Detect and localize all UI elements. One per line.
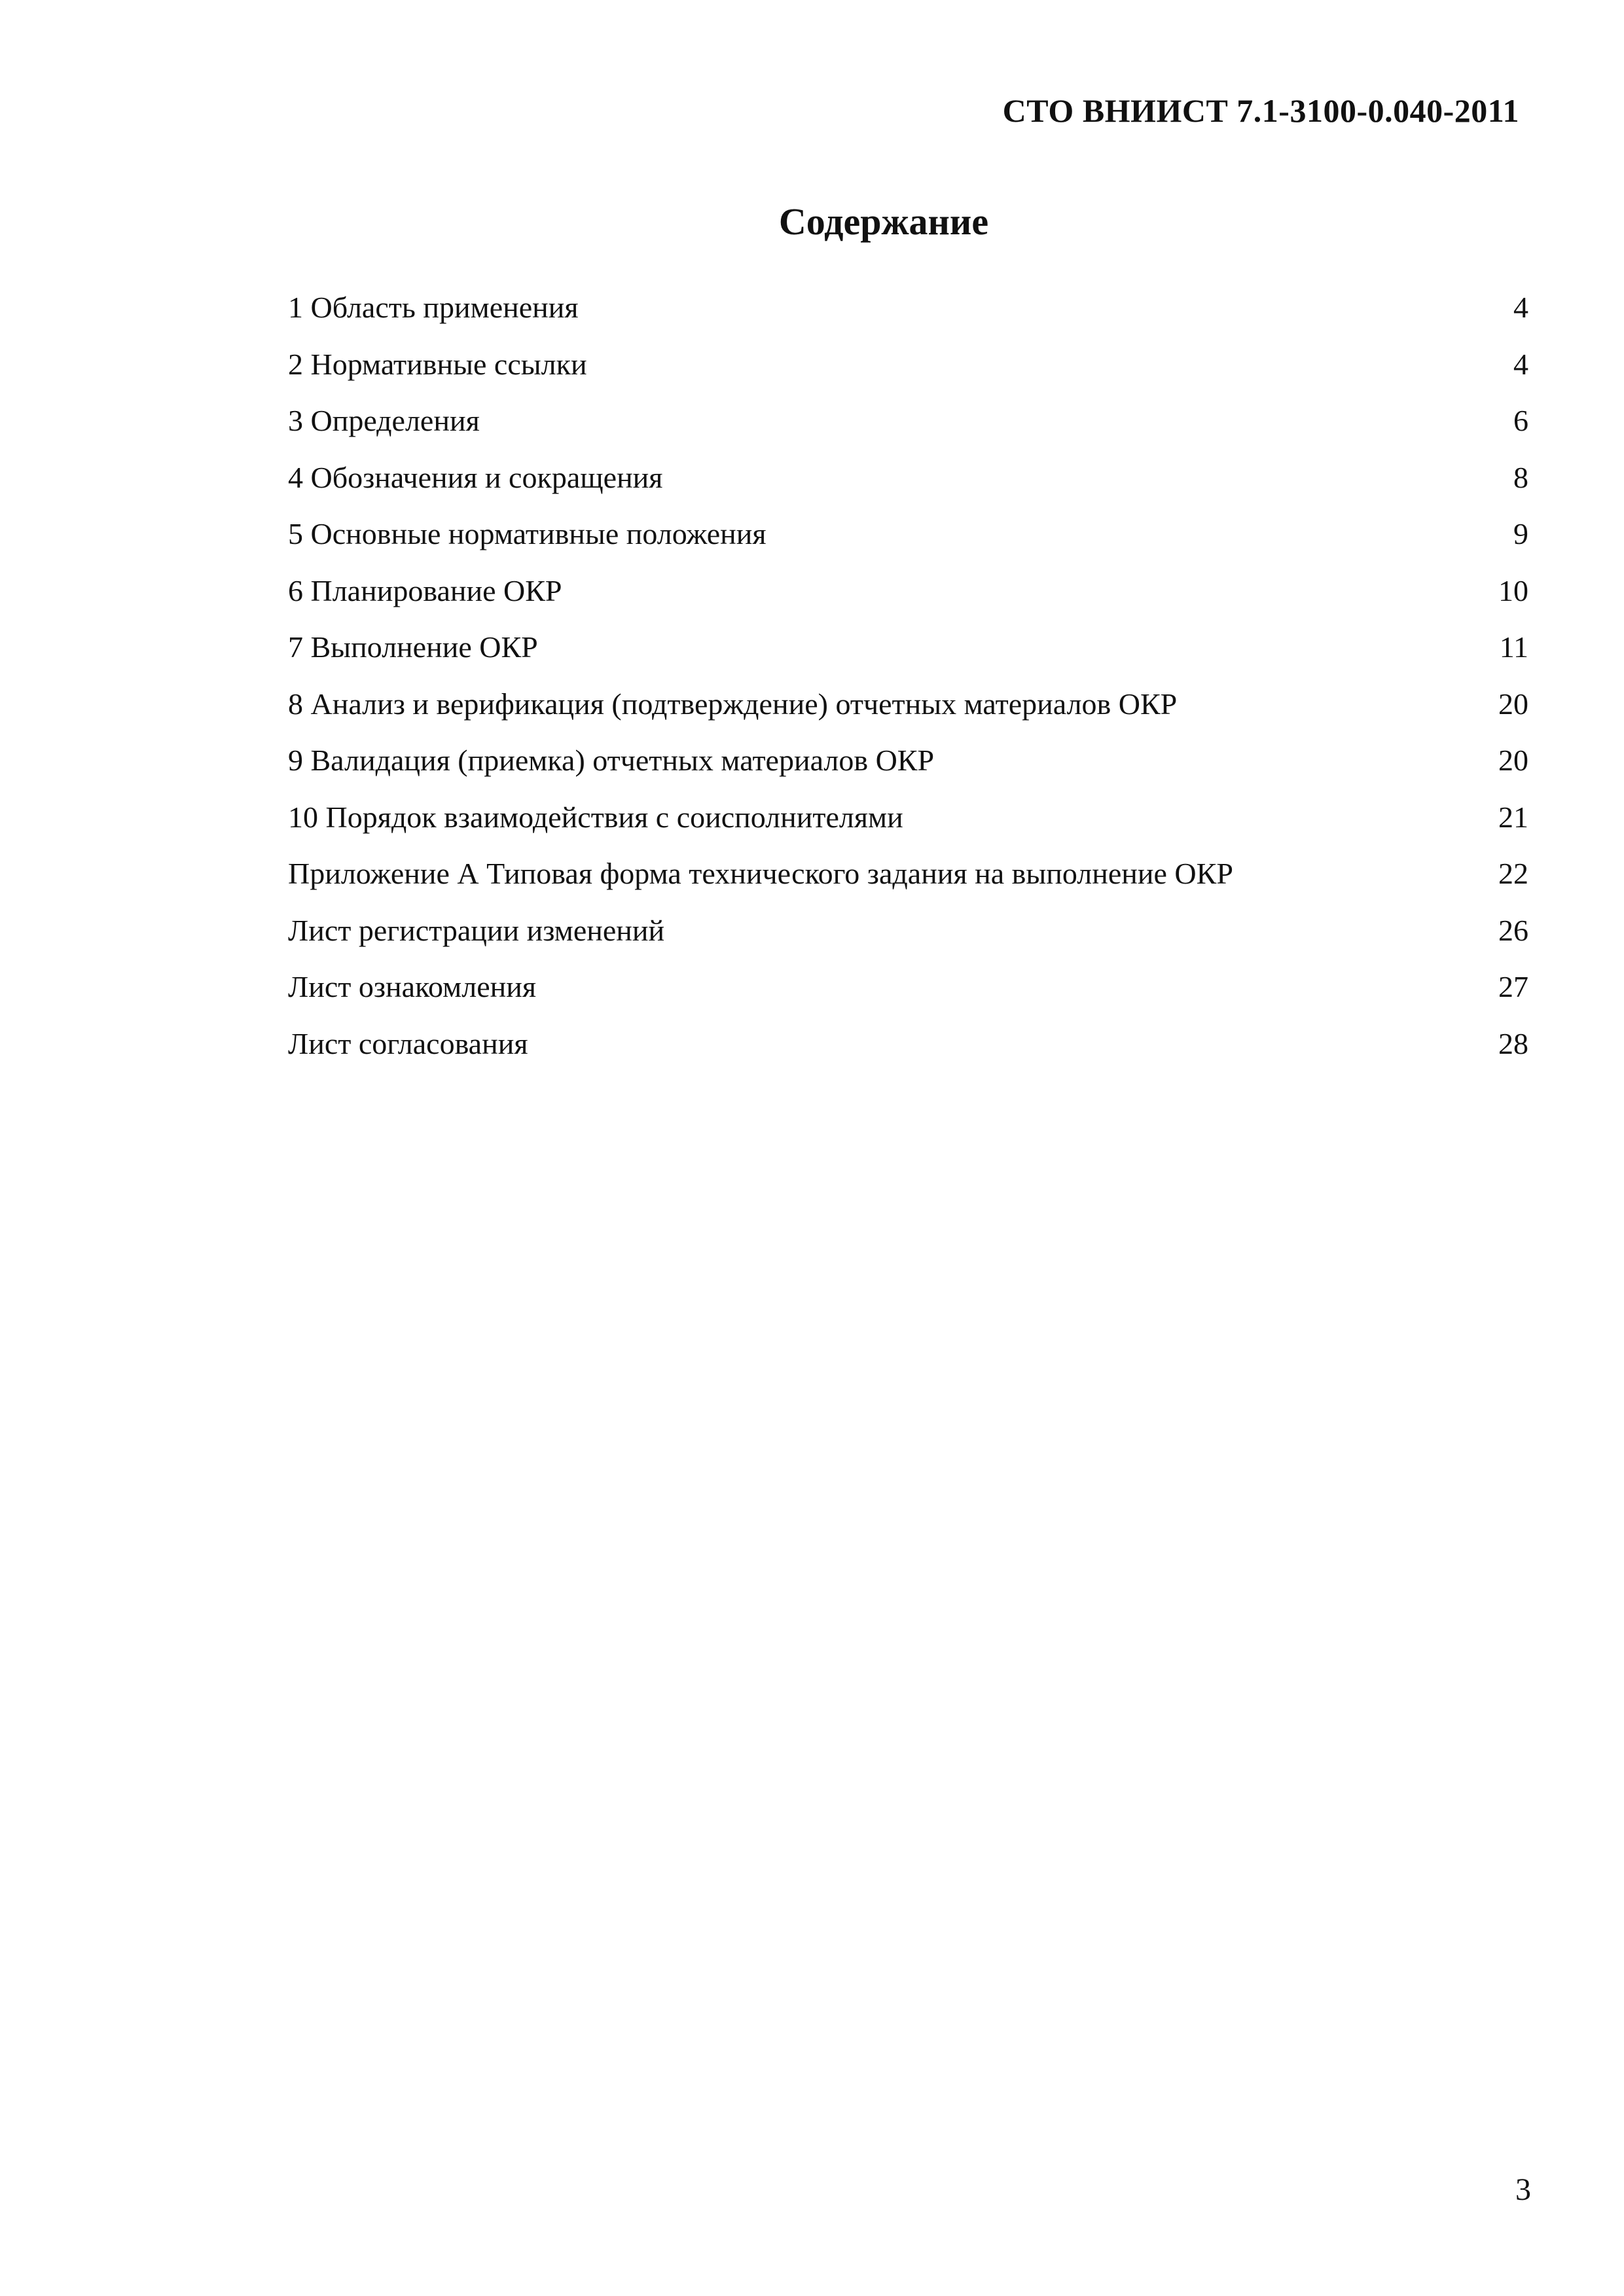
toc-entry	[288, 345, 1528, 402]
toc-entry-page: 6	[1513, 404, 1528, 437]
toc-entry-label: Приложение А Типовая форма технического задания на выполнение ОКР	[288, 857, 1233, 890]
toc-entry-label: 9 Валидация (приемка) отчетных материалов ОКР	[288, 744, 935, 777]
toc-entry-label: 7 Выполнение ОКР	[288, 630, 538, 664]
toc-entry	[288, 628, 1528, 685]
toc-entry	[288, 571, 1528, 628]
toc-entry-page: 4	[1513, 347, 1528, 381]
toc-entry-page: 8	[1513, 460, 1528, 494]
toc-entry	[288, 1024, 1528, 1081]
toc-entry-page: 28	[1498, 1026, 1528, 1060]
toc-entry-page: 4	[1513, 291, 1528, 324]
toc-entry	[288, 967, 1528, 1024]
toc-entry	[288, 741, 1528, 798]
toc-entry	[288, 854, 1528, 911]
toc-entry	[288, 514, 1528, 571]
page-number: 3	[1515, 2172, 1531, 2207]
toc-entry-label: Лист согласования	[288, 1026, 528, 1060]
toc-entry-page: 20	[1498, 687, 1528, 721]
toc-entry-page: 20	[1498, 744, 1528, 777]
toc-entry	[288, 458, 1528, 515]
toc-entry-label: 3 Определения	[288, 404, 480, 437]
toc-entry	[288, 288, 1528, 345]
toc-entry-label: 2 Нормативные ссылки	[288, 347, 587, 381]
toc-entry	[288, 685, 1528, 742]
toc-title: Содержание	[778, 200, 989, 243]
toc-entry	[288, 911, 1528, 968]
toc-entry-label: 4 Обозначения и сокращения	[288, 460, 663, 494]
toc-entry-page: 22	[1498, 857, 1528, 890]
toc-entry-label: Лист ознакомления	[288, 970, 537, 1003]
toc-entry-page: 26	[1498, 913, 1528, 947]
toc-entry-label: 6 Планирование ОКР	[288, 573, 562, 607]
toc-entry-label: 1 Область применения	[288, 291, 579, 324]
toc-entry-page: 9	[1513, 517, 1528, 550]
toc-entry-page: 10	[1498, 573, 1528, 607]
table-of-contents	[288, 288, 1528, 1081]
toc-entry-page: 11	[1499, 630, 1528, 664]
toc-entry-label: 5 Основные нормативные положения	[288, 517, 767, 550]
toc-entry-label: 10 Порядок взаимодействия с соисполнителями	[288, 800, 903, 834]
document-code: СТО ВНИИСТ 7.1-3100-0.040-2011	[1002, 92, 1519, 129]
toc-entry-page: 21	[1498, 800, 1528, 834]
toc-entry-label: 8 Анализ и верификация (подтверждение) отчетных материалов ОКР	[288, 687, 1178, 721]
toc-entry	[288, 401, 1528, 458]
toc-entry	[288, 798, 1528, 855]
toc-entry-label: Лист регистрации изменений	[288, 913, 665, 947]
toc-entry-page: 27	[1498, 970, 1528, 1003]
